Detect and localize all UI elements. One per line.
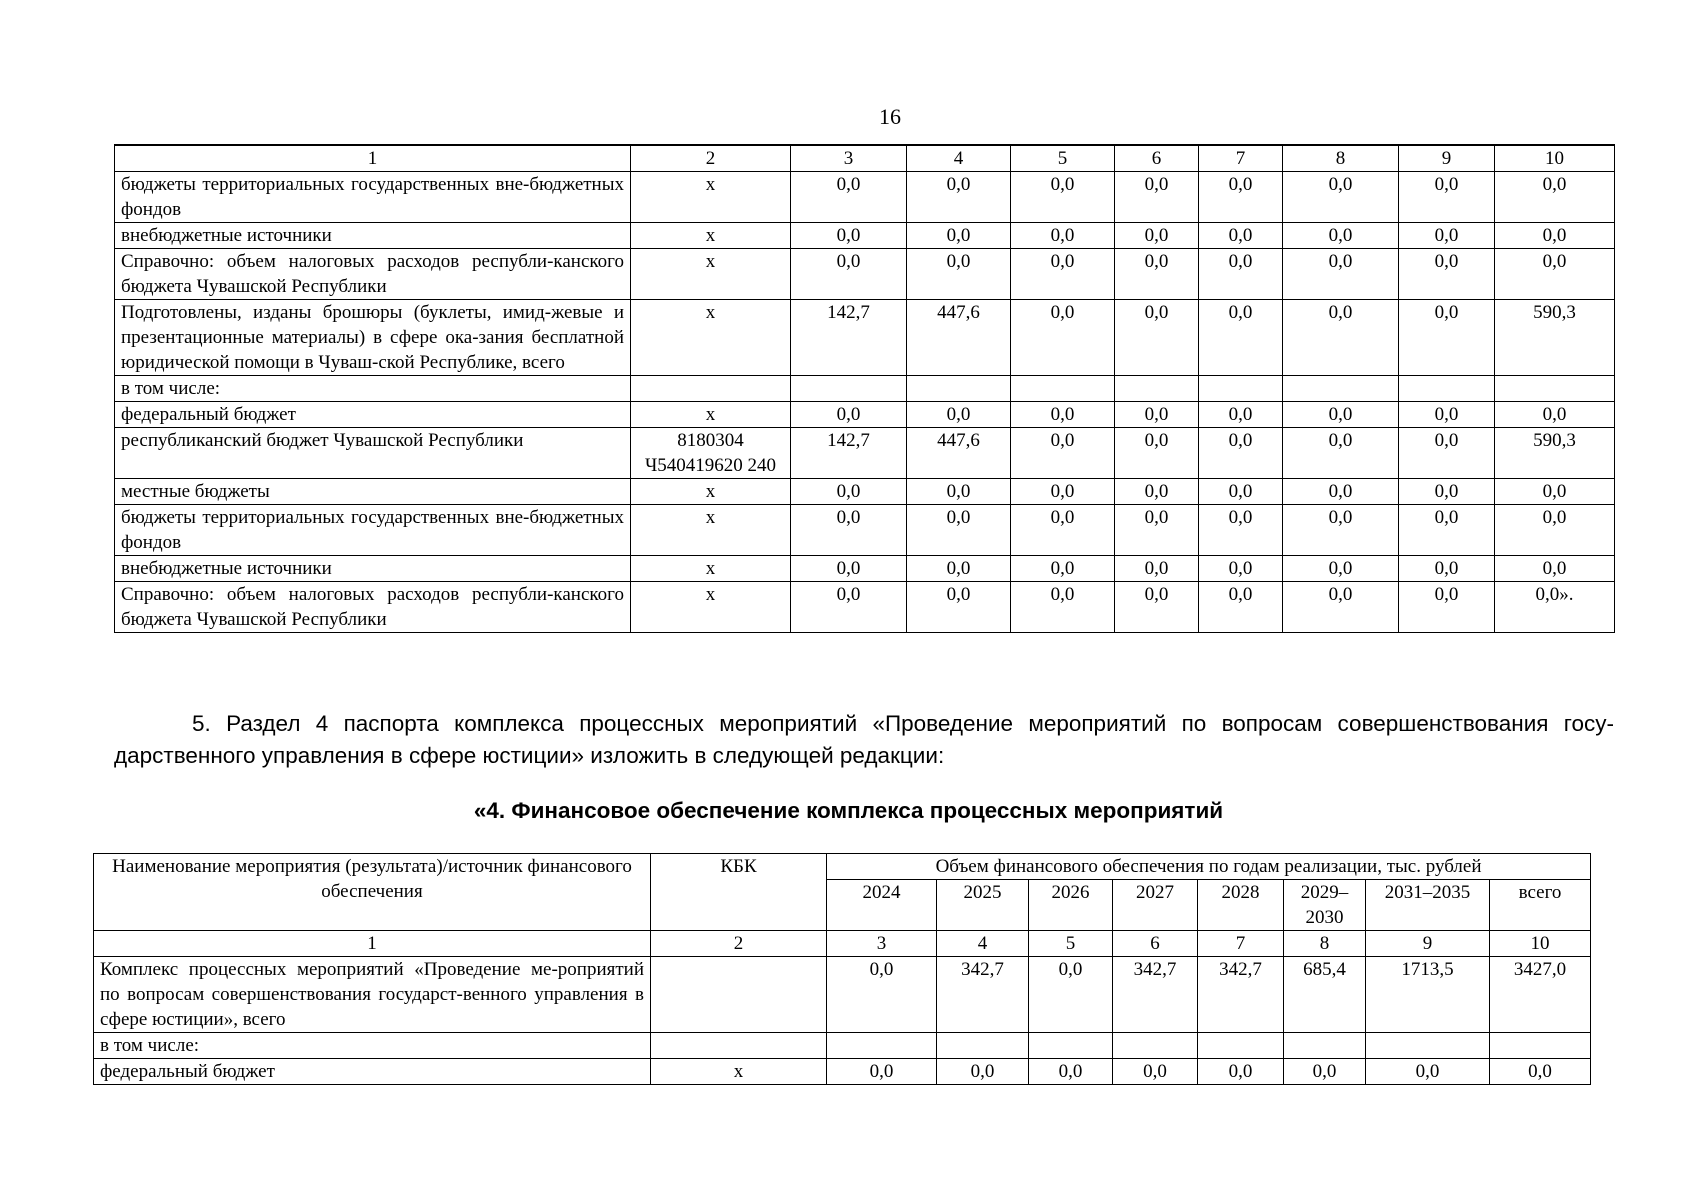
value-cell: 142,7 bbox=[791, 428, 907, 479]
kbk-cell: x bbox=[631, 479, 791, 505]
value-cell: 685,4 bbox=[1284, 957, 1366, 1033]
table-header-numbers bbox=[94, 931, 1591, 957]
kbk-cell: x bbox=[631, 249, 791, 300]
value-cell: 0,0 bbox=[1199, 300, 1283, 376]
value-cell bbox=[1011, 376, 1115, 402]
value-cell: 0,0 bbox=[1199, 479, 1283, 505]
value-cell: 0,0 bbox=[907, 479, 1011, 505]
column-number: 3 bbox=[827, 931, 937, 957]
value-cell: 0,0 bbox=[1495, 556, 1615, 582]
row-label: бюджеты территориальных государственных вне-бюджетных фондов bbox=[115, 505, 631, 556]
value-cell: 0,0 bbox=[1283, 300, 1399, 376]
year-header: всего bbox=[1490, 880, 1591, 931]
value-cell: 0,0 bbox=[1283, 172, 1399, 223]
table-header-numbers bbox=[115, 145, 1615, 172]
value-cell bbox=[1115, 376, 1199, 402]
kbk-cell: x bbox=[631, 223, 791, 249]
row-label: республиканский бюджет Чувашской Республики bbox=[115, 428, 631, 479]
column-number: 2 bbox=[631, 145, 791, 172]
section-title: «4. Финансовое обеспечение комплекса процессных мероприятий bbox=[473, 798, 1224, 823]
value-cell bbox=[1495, 376, 1615, 402]
value-cell: 342,7 bbox=[937, 957, 1029, 1033]
value-cell bbox=[1198, 1033, 1284, 1059]
value-cell: 0,0 bbox=[1495, 172, 1615, 223]
value-cell: 0,0 bbox=[791, 223, 907, 249]
value-cell: 447,6 bbox=[907, 300, 1011, 376]
value-cell: 0,0 bbox=[907, 582, 1011, 633]
kbk-cell: x bbox=[631, 582, 791, 633]
value-cell: 3427,0 bbox=[1490, 957, 1591, 1033]
value-cell: 0,0 bbox=[1199, 428, 1283, 479]
value-cell: 0,0 bbox=[791, 556, 907, 582]
value-cell: 0,0 bbox=[1115, 402, 1199, 428]
value-cell: 0,0 bbox=[907, 172, 1011, 223]
value-cell: 0,0 bbox=[1011, 556, 1115, 582]
table-row bbox=[94, 957, 1591, 1033]
column-number: 6 bbox=[1113, 931, 1198, 957]
value-cell: 0,0 bbox=[1011, 479, 1115, 505]
table-row bbox=[115, 505, 1615, 556]
value-cell: 0,0 bbox=[1011, 505, 1115, 556]
value-cell bbox=[1199, 376, 1283, 402]
value-cell: 0,0 bbox=[937, 1059, 1029, 1085]
value-cell: 0,0 bbox=[1011, 249, 1115, 300]
table-row bbox=[115, 376, 1615, 402]
value-cell: 0,0 bbox=[1399, 479, 1495, 505]
column-number: 3 bbox=[791, 145, 907, 172]
kbk-cell: x bbox=[631, 300, 791, 376]
value-cell: 0,0 bbox=[1283, 428, 1399, 479]
value-cell: 0,0 bbox=[1495, 505, 1615, 556]
value-cell: 0,0 bbox=[1495, 223, 1615, 249]
value-cell: 0,0 bbox=[907, 249, 1011, 300]
value-cell bbox=[1399, 376, 1495, 402]
value-cell: 0,0 bbox=[1283, 249, 1399, 300]
column-number: 1 bbox=[115, 145, 631, 172]
column-number: 4 bbox=[937, 931, 1029, 957]
value-cell: 0,0 bbox=[1115, 172, 1199, 223]
column-number: 4 bbox=[907, 145, 1011, 172]
value-cell bbox=[1283, 376, 1399, 402]
value-cell: 0,0 bbox=[1199, 223, 1283, 249]
value-cell bbox=[907, 376, 1011, 402]
value-cell: 0,0 bbox=[1011, 582, 1115, 633]
value-cell: 0,0 bbox=[827, 957, 937, 1033]
value-cell: 0,0 bbox=[1495, 249, 1615, 300]
value-cell: 0,0 bbox=[1399, 505, 1495, 556]
table-row bbox=[94, 1059, 1591, 1085]
value-cell: 0,0 bbox=[1199, 402, 1283, 428]
col-group-header: Объем финансового обеспечения по годам реализации, тыс. рублей bbox=[827, 854, 1591, 880]
year-header: 2028 bbox=[1198, 880, 1284, 931]
value-cell: 0,0 bbox=[1399, 428, 1495, 479]
year-header: 2029–2030 bbox=[1284, 880, 1366, 931]
kbk-cell: x bbox=[631, 172, 791, 223]
row-label: федеральный бюджет bbox=[115, 402, 631, 428]
column-number: 5 bbox=[1029, 931, 1113, 957]
column-number: 9 bbox=[1366, 931, 1490, 957]
value-cell bbox=[1029, 1033, 1113, 1059]
value-cell bbox=[1113, 1033, 1198, 1059]
kbk-cell: x bbox=[631, 556, 791, 582]
kbk-cell bbox=[651, 957, 827, 1033]
table-row bbox=[115, 223, 1615, 249]
column-number: 7 bbox=[1198, 931, 1284, 957]
value-cell: 0,0 bbox=[1399, 556, 1495, 582]
value-cell: 0,0 bbox=[907, 556, 1011, 582]
value-cell: 0,0 bbox=[1283, 582, 1399, 633]
year-header: 2025 bbox=[937, 880, 1029, 931]
column-number: 1 bbox=[94, 931, 651, 957]
column-number: 2 bbox=[651, 931, 827, 957]
value-cell: 590,3 bbox=[1495, 300, 1615, 376]
value-cell: 0,0 bbox=[1198, 1059, 1284, 1085]
value-cell bbox=[827, 1033, 937, 1059]
value-cell: 0,0 bbox=[1011, 300, 1115, 376]
value-cell: 0,0 bbox=[1283, 556, 1399, 582]
value-cell: 0,0 bbox=[1011, 223, 1115, 249]
value-cell: 0,0 bbox=[1115, 479, 1199, 505]
value-cell: 0,0 bbox=[791, 402, 907, 428]
col-kbk-header: КБК bbox=[651, 854, 827, 931]
value-cell: 0,0 bbox=[1490, 1059, 1591, 1085]
table-row bbox=[115, 172, 1615, 223]
value-cell: 0,0 bbox=[1011, 172, 1115, 223]
value-cell: 0,0 bbox=[1284, 1059, 1366, 1085]
row-label: местные бюджеты bbox=[115, 479, 631, 505]
value-cell: 0,0 bbox=[907, 402, 1011, 428]
value-cell: 0,0 bbox=[1495, 402, 1615, 428]
value-cell: 0,0 bbox=[791, 172, 907, 223]
value-cell: 0,0 bbox=[1199, 556, 1283, 582]
page-number: 16 bbox=[879, 104, 901, 129]
value-cell bbox=[1284, 1033, 1366, 1059]
kbk-cell: x bbox=[651, 1059, 827, 1085]
value-cell: 0,0 bbox=[907, 505, 1011, 556]
value-cell bbox=[1366, 1033, 1490, 1059]
value-cell: 0,0 bbox=[1199, 249, 1283, 300]
value-cell: 0,0 bbox=[1113, 1059, 1198, 1085]
value-cell: 342,7 bbox=[1198, 957, 1284, 1033]
row-label: Комплекс процессных мероприятий «Проведение ме-роприятий по вопросам совершенствования государст-венного управления в сфере юстиции», всего bbox=[94, 957, 651, 1033]
column-number: 8 bbox=[1283, 145, 1399, 172]
value-cell: 0,0 bbox=[1199, 172, 1283, 223]
kbk-cell: x bbox=[631, 402, 791, 428]
amendment-paragraph: 5. Раздел 4 паспорта комплекса процессных мероприятий «Проведение мероприятий по вопросам совершенствования госу-дарственного управления в сфере юстиции» изложить в следующей редакции: bbox=[114, 711, 1614, 768]
value-cell: 0,0 bbox=[1029, 957, 1113, 1033]
value-cell: 0,0». bbox=[1495, 582, 1615, 633]
table-row bbox=[115, 428, 1615, 479]
column-number: 9 bbox=[1399, 145, 1495, 172]
value-cell: 0,0 bbox=[1115, 582, 1199, 633]
financial-support-table bbox=[93, 853, 1591, 1085]
value-cell: 1713,5 bbox=[1366, 957, 1490, 1033]
kbk-cell bbox=[631, 376, 791, 402]
row-label: бюджеты территориальных государственных вне-бюджетных фондов bbox=[115, 172, 631, 223]
column-number: 10 bbox=[1495, 145, 1615, 172]
row-label: Справочно: объем налоговых расходов республи-канского бюджета Чувашской Республики bbox=[115, 249, 631, 300]
value-cell: 590,3 bbox=[1495, 428, 1615, 479]
value-cell: 0,0 bbox=[1283, 505, 1399, 556]
column-number: 8 bbox=[1284, 931, 1366, 957]
value-cell: 0,0 bbox=[1495, 479, 1615, 505]
value-cell bbox=[791, 376, 907, 402]
value-cell: 0,0 bbox=[1199, 505, 1283, 556]
value-cell: 0,0 bbox=[1283, 402, 1399, 428]
value-cell: 0,0 bbox=[1399, 172, 1495, 223]
row-label: в том числе: bbox=[115, 376, 631, 402]
value-cell: 0,0 bbox=[1399, 300, 1495, 376]
column-number: 10 bbox=[1490, 931, 1591, 957]
value-cell: 0,0 bbox=[1399, 249, 1495, 300]
year-header: 2024 bbox=[827, 880, 937, 931]
value-cell: 0,0 bbox=[1399, 402, 1495, 428]
value-cell: 0,0 bbox=[1366, 1059, 1490, 1085]
table-row bbox=[115, 556, 1615, 582]
value-cell: 0,0 bbox=[1115, 249, 1199, 300]
table-row bbox=[115, 479, 1615, 505]
row-label: федеральный бюджет bbox=[94, 1059, 651, 1085]
value-cell: 0,0 bbox=[1011, 402, 1115, 428]
table-row bbox=[115, 249, 1615, 300]
value-cell: 0,0 bbox=[1115, 428, 1199, 479]
value-cell: 0,0 bbox=[1115, 556, 1199, 582]
year-header: 2027 bbox=[1113, 880, 1198, 931]
kbk-cell: x bbox=[631, 505, 791, 556]
value-cell: 0,0 bbox=[1283, 223, 1399, 249]
funding-table-continued bbox=[114, 144, 1615, 633]
year-header: 2031–2035 bbox=[1366, 880, 1490, 931]
column-number: 5 bbox=[1011, 145, 1115, 172]
year-header: 2026 bbox=[1029, 880, 1113, 931]
value-cell: 0,0 bbox=[791, 582, 907, 633]
value-cell: 0,0 bbox=[1011, 428, 1115, 479]
value-cell: 0,0 bbox=[827, 1059, 937, 1085]
table-row bbox=[115, 402, 1615, 428]
value-cell: 447,6 bbox=[907, 428, 1011, 479]
row-label: в том числе: bbox=[94, 1033, 651, 1059]
row-label: внебюджетные источники bbox=[115, 223, 631, 249]
value-cell: 342,7 bbox=[1113, 957, 1198, 1033]
value-cell: 0,0 bbox=[1115, 300, 1199, 376]
value-cell: 0,0 bbox=[791, 249, 907, 300]
value-cell: 0,0 bbox=[1283, 479, 1399, 505]
value-cell: 142,7 bbox=[791, 300, 907, 376]
value-cell: 0,0 bbox=[1199, 582, 1283, 633]
value-cell: 0,0 bbox=[907, 223, 1011, 249]
value-cell: 0,0 bbox=[1029, 1059, 1113, 1085]
table-row bbox=[94, 1033, 1591, 1059]
value-cell bbox=[1490, 1033, 1591, 1059]
value-cell: 0,0 bbox=[1115, 223, 1199, 249]
value-cell: 0,0 bbox=[1399, 582, 1495, 633]
value-cell: 0,0 bbox=[791, 505, 907, 556]
value-cell bbox=[937, 1033, 1029, 1059]
row-label: Справочно: объем налоговых расходов республи-канского бюджета Чувашской Республики bbox=[115, 582, 631, 633]
table-row bbox=[115, 582, 1615, 633]
row-label: внебюджетные источники bbox=[115, 556, 631, 582]
kbk-cell bbox=[651, 1033, 827, 1059]
column-number: 7 bbox=[1199, 145, 1283, 172]
col-name-header: Наименование мероприятия (результата)/источник финансового обеспечения bbox=[94, 854, 651, 931]
value-cell: 0,0 bbox=[1399, 223, 1495, 249]
value-cell: 0,0 bbox=[791, 479, 907, 505]
column-number: 6 bbox=[1115, 145, 1199, 172]
table-row bbox=[115, 300, 1615, 376]
row-label: Подготовлены, изданы брошюры (буклеты, имид-жевые и презентационные материалы) в сфере ока-зания бесплатной юридической помощи в Чуваш-ской Республике, всего bbox=[115, 300, 631, 376]
kbk-cell: 8180304 Ч540419620 240 bbox=[631, 428, 791, 479]
value-cell: 0,0 bbox=[1115, 505, 1199, 556]
